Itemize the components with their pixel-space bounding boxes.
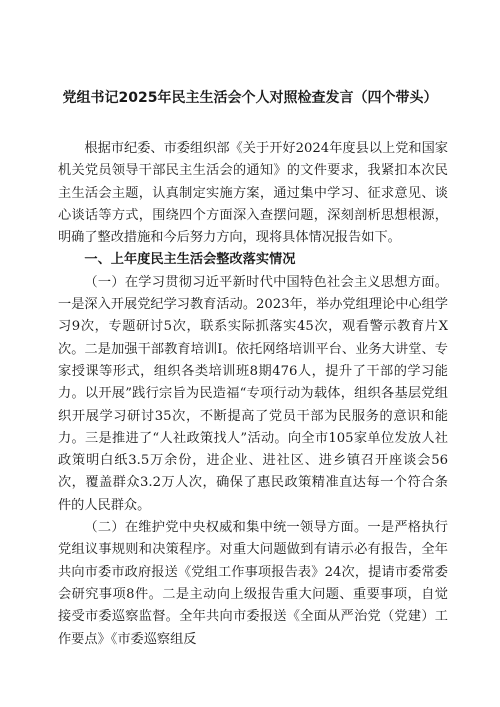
document-body — [58, 138, 448, 651]
section-heading: 一、上年度民主生活会整改落实情况 — [84, 252, 296, 268]
intro-paragraph: 根据市纪委、市委组织部《关于开好2024年度县以上党和国家机关党员领导干部民主生活会的通知》的文件要求，我紧扣本次民主生活会主题，认真制定实施方案，通过集中学习、征求意见、谈心谈话等方式，围绕四个方面深入查摆问题，深刻剖析思想根源，明确了整改措施和今后努力方向，现将具体情况报告如下。 — [58, 141, 448, 246]
document-title: 党组书记2025年民主生活会个人对照检查发言（四个带头） — [62, 90, 438, 106]
section-paragraph-2: （二）在维护党中央权威和集中统一领导方面。一是严格执行党组议事规则和决策程序。对重大问题做到有请示必有报告，全年共向市委市政府报送《党组工作事项报告表》24次，提请市委常委会研究事项8件。二是主动向上级报告重大问题、重要事项，自觉接受市委巡察监督。全年共向市委报送《全面从严治党（党建）工作要点》《市委巡察组反 — [58, 520, 448, 647]
section-paragraph-1: （一）在学习贯彻习近平新时代中国特色社会主义思想方面。一是深入开展党纪学习教育活动。2023年，举办党组理论中心组学习9次，专题研讨5次，联系实际抓落实45次，观看警示教育片X次。二是加强干部教育培训I。依托网络培训平台、业务大讲堂、专家授课等形式，组织各类培训班8期476人，提升了干部的学习能力。以开展”践行宗旨为民造福“专项行动为载体，组织各基层党组织开展学习研讨35次，不断提高了党员干部为民服务的意识和能力。三是推进了“人社政策找人”活动。向全市105家单位发放人社政策明白纸3.5万余份，进企业、进社区、进乡镇召开座谈会56次，覆盖群众3.2万人次，确保了惠民政策精准直达每一个符合条件的人民群众。 — [58, 274, 448, 513]
